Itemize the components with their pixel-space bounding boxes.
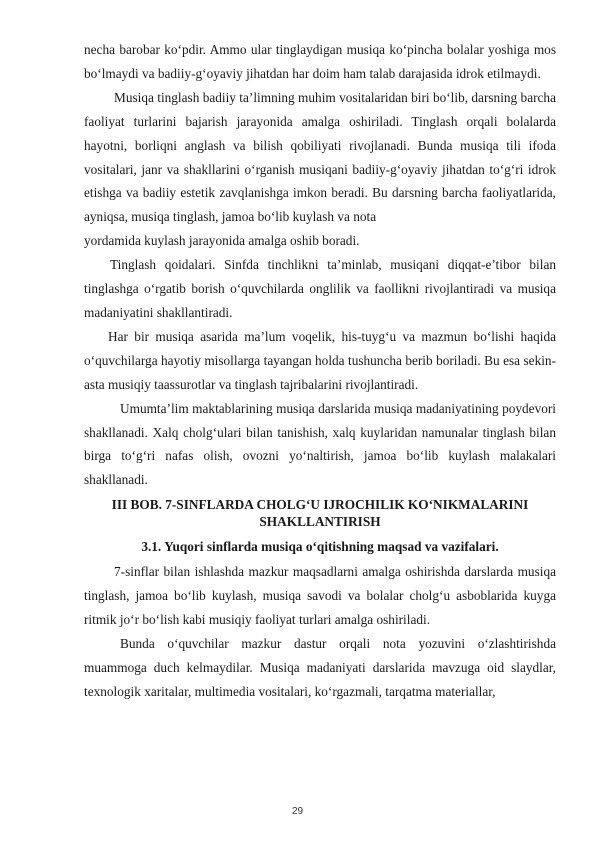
paragraph-1: necha barobar ko‘pdir. Ammo ular tinglaydigan musiqa ko‘pincha bolalar yoshiga mos bo‘lmaydi va badiiy-g‘oyaviy jihatdan har doim ham talab darajasida idrok etilmaydi. xyxy=(84,42,556,81)
chapter-heading: III BOB. 7-SINFLARDA CHOLG‘U IJROCHILIK KO‘NIKMALARINI SHAKLLANTIRISH xyxy=(111,497,529,530)
paragraph-4: Har bir musiqa asarida ma’lum voqelik, his-tuyg‘u va mazmun bo‘lishi haqida o‘quvchilarga hayotiy misollarga tayangan holda tushuncha berib boriladi. Bu esa sekin-asta musiqiy taassurotlar va tinglash tajribalarini rivojlantiradi. xyxy=(84,328,556,392)
paragraph-2: Musiqa tinglash badiiy ta’limning muhim vositalaridan biri bo‘lib, darsning barcha faoliyat turlarini bajarish jarayonida amalga oshiriladi. Tinglash orqali bolalarda hayotni, borliqni anglash va bilish qobiliyati rivojlanadi. Bunda musiqa tili ifoda vositalari, janr va shakllarini o‘rganish musiqani badiiy-g‘oyaviy jihatdan to‘g‘ri idrok etishga va badiiy estetik zavqlanishga imkon beradi. Bu darsning barcha faoliyatlarida, ayniqsa, musiqa tinglash, jamoa bo‘lib kuylash va nota xyxy=(84,89,556,225)
paragraph-5: Umumta’lim maktablarining musiqa darslarida musiqa madaniyatining poydevori shakllanadi. Xalq cholg‘ulari bilan tanishish, xalq kuylaridan namunalar tinglash bilan birga to‘g‘ri nafas olish, ovozni yo‘naltirish, jamoa bo‘lib kuylash malakalari shakllanadi. xyxy=(84,400,556,488)
paragraph-3: Tinglash qoidalari. Sinfda tinchlikni ta’minlab, musiqani diqqat-e’tibor bilan tinglashga o‘rgatib borish o‘quvchilarda onglilik va faollikni rivojlantiradi va musiqa madaniyatini shakllantiradi. xyxy=(84,257,556,320)
section-heading: 3.1. Yuqori sinflarda musiqa o‘qitishning maqsad va vazifalari. xyxy=(141,539,499,555)
paragraph-6: 7-sinflar bilan ishlashda mazkur maqsadlarni amalga oshirishda darslarda musiqa tinglash, jamoa bo‘lib kuylash, musiqa savodi va bolalar cholg‘u asboblarida kuyga ritmik jo‘r bo‘lish kabi musiqiy faoliyat turlari amalga oshiriladi. xyxy=(84,564,556,628)
paragraph-2-end: yordamida kuylash jarayonida amalga oshib boradi. xyxy=(84,233,360,249)
page-number: 29 xyxy=(291,806,304,817)
paragraph-7: Bunda o‘quvchilar mazkur dastur orqali nota yozuvini o‘zlashtirishda muammoga duch kelmaydilar. Musiqa madaniyati darslarida mavzuga oid slaydlar, texnologik xaritalar, multimedia vositalari, ko‘rgazmali, tarqatma materiallar, xyxy=(84,635,556,699)
page-body xyxy=(84,38,556,704)
